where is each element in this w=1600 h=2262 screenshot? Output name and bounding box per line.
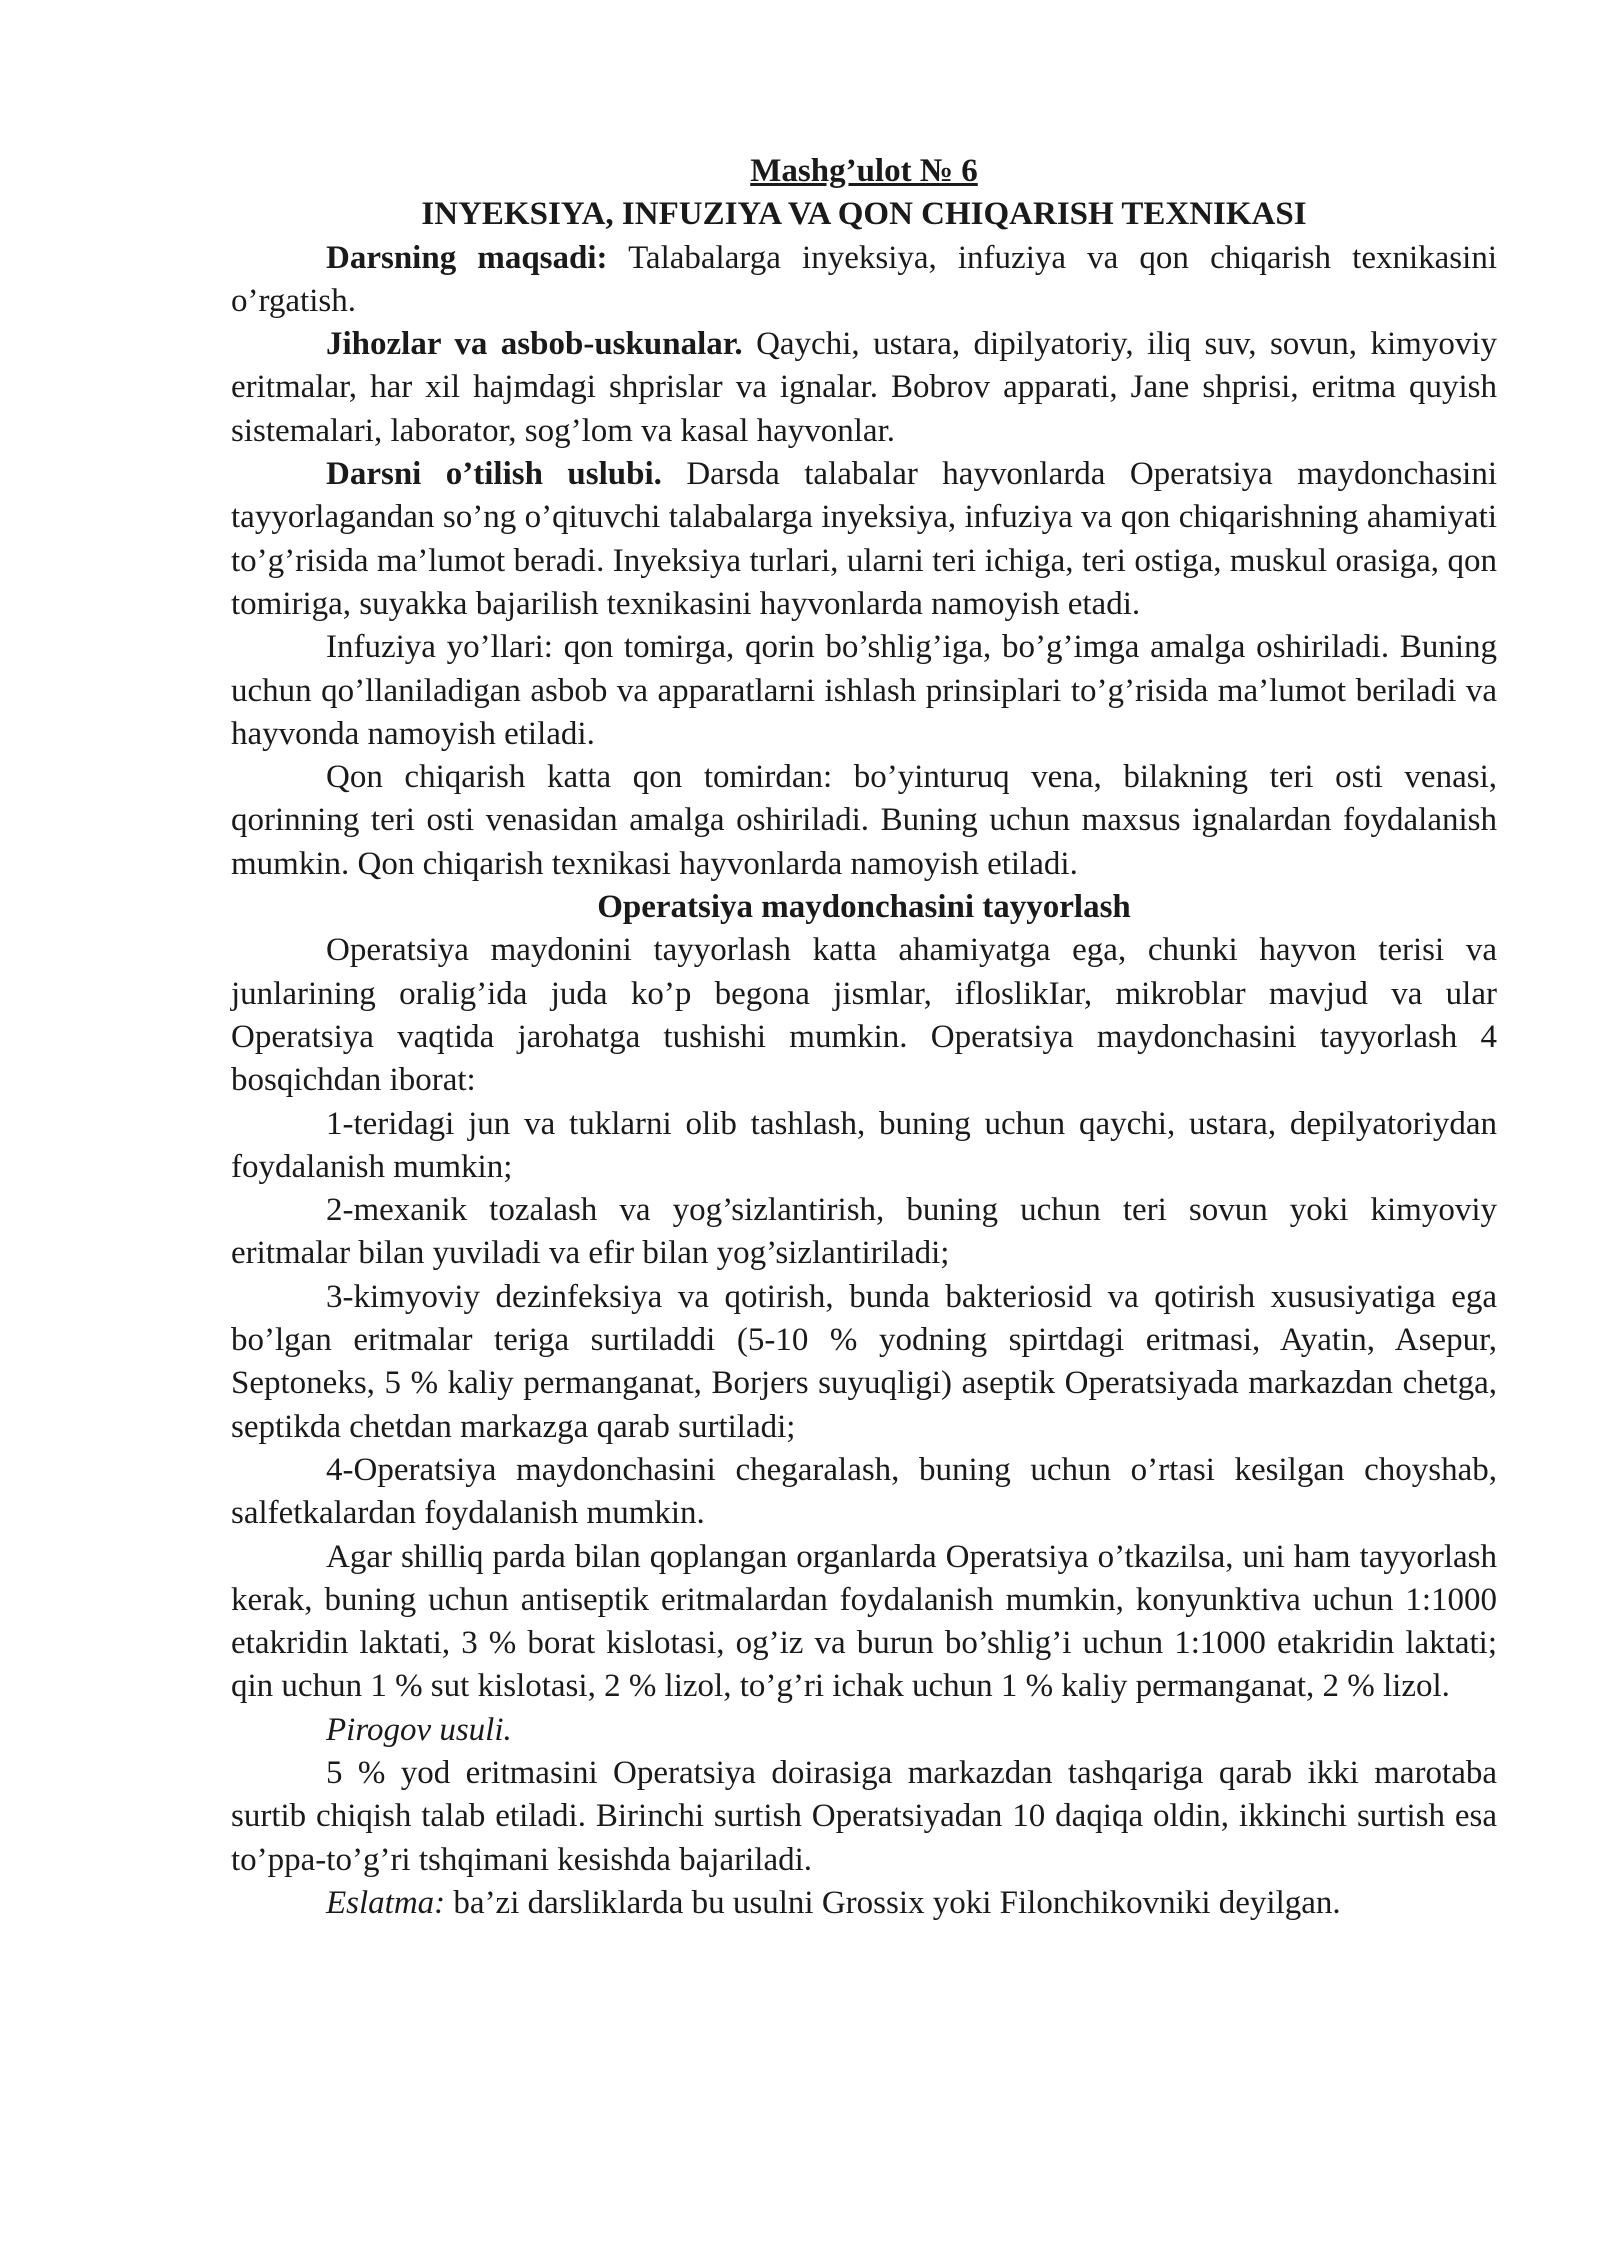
pirogov-heading: Pirogov usuli. (326, 1711, 512, 1748)
paragraph-preparation: Operatsiya maydonini tayyorlash katta ahamiyatga ega, chunki hayvon terisi va junlarining oralig’ida juda ko’p begona jismlar, ifloslikIar, mikroblar mavjud va ular Operatsiya vaqtida jarohatga tushishi mumkin. Operatsiya maydonchasini tayyorlash 4 bosqichdan iborat: (231, 932, 1497, 1099)
paragraph-note (231, 1882, 1497, 1925)
paragraph-bleeding: Qon chiqarish katta qon tomirdan: bo’yinturuq vena, bilakning teri osti venasi, qorinning teri osti venasidan amalga oshiriladi. Buning uchun maxsus ignalardan foydalanish mumkin. Qon chiqarish texnikasi hayvonlarda namoyish etiladi. (231, 759, 1497, 882)
note-text: ba’zi darsliklarda bu usulni Grossix yoki Filonchikovniki deyilgan. (445, 1884, 1341, 1921)
paragraph-infusion: Infuziya yo’llari: qon tomirga, qorin bo’shlig’iga, bo’g’imga amalga oshiriladi. Buning uchun qo’llaniladigan asbob va apparatlarni ishlash prinsiplari to’g’risida ma’lumot beriladi va hayvonda namoyish etiladi. (231, 629, 1497, 752)
goal-text: Talabalarga inyeksiya, infuziya va qon chiqarish texnikasini o’rgatish. (231, 239, 1497, 319)
list-item-step-3: 3-kimyoviy dezinfeksiya va qotirish, bunda bakteriosid va qotirish xususiyatiga ega bo’lgan eritmalar teriga surtiladdi (5-10 % yodning spirtdagi eritmasi, Ayatin, Asepur, Septoneks, 5 % kaliy permanganat, Borjers suyuqligi) aseptik Operatsiyada markazdan chetga, septikda chetdan markazga qarab surtiladi; (231, 1278, 1497, 1445)
lesson-title: Mashg’ulot № 6 (750, 153, 978, 189)
list-item-step-1: 1-teridagi jun va tuklarni olib tashlash, buning uchun qaychi, ustara, depilyatoriydan foydalanish mumkin; (231, 1105, 1497, 1185)
lesson-subtitle: INYEKSIYA, INFUZIYA VA QON CHIQARISH TEXNIKASI (421, 196, 1307, 233)
equipment-text: Qaychi, ustara, dipilyatoriy, iliq suv, sovun, kimyoviy eritmalar, har xil hajmdagi shprislar va ignalar. Bobrov apparati, Jane shprisi, eritma quyish sistemalari, laborator, sog’lom va kasal hayvonlar. (231, 326, 1497, 449)
equipment-lead: Jihozlar va asbob-uskunalar. (326, 326, 743, 363)
paragraph-goal (231, 237, 1497, 324)
method-lead: Darsni o’tilish uslubi. (326, 456, 662, 493)
paragraph-mucosa: Agar shilliq parda bilan qoplangan organlarda Operatsiya o’tkazilsa, uni ham tayyorlash kerak, buning uchun antiseptik eritmalardan foydalanish mumkin, konyunktiva uchun 1:1000 etakridin laktati, 3 % borat kislotasi, og’iz va burun bo’shlig’i uchun 1:1000 etakridin laktati; qin uchun 1 % sut kislotasi, 2 % lizol, to’g’ri ichak uchun 1 % kaliy permanganat, 2 % lizol. (231, 1538, 1497, 1705)
list-item-step-2: 2-mexanik tozalash va yog’sizlantirish, buning uchun teri sovun yoki kimyoviy eritmalar bilan yuviladi va efir bilan yog’sizlantiriladi; (231, 1192, 1497, 1272)
note-lead: Eslatma: (326, 1884, 446, 1921)
method-text: Darsda talabalar hayvonlarda Operatsiya maydonchasini tayyorlagandan so’ng o’qituvchi talabalarga inyeksiya, infuziya va qon chiqarishning ahamiyati to’g’risida ma’lumot beradi. Inyeksiya turlari, ularni teri ichiga, teri ostiga, muskul orasiga, qon tomiriga, suyakka bajarilish texnikasini hayvonlarda namoyish etadi. (231, 456, 1497, 622)
section-heading: Operatsiya maydonchasini tayyorlash (597, 889, 1131, 926)
paragraph-pirogov: 5 % yod eritmasini Operatsiya doirasiga markazdan tashqariga qarab ikki marotaba surtib chiqish talab etiladi. Birinchi surtish Operatsiyadan 10 daqiqa oldin, ikkinchi surtish esa to’ppa-to’g’ri tshqimani kesishda bajariladi. (231, 1754, 1497, 1878)
goal-lead: Darsning maqsadi: (326, 239, 608, 276)
paragraph-method (231, 453, 1497, 626)
paragraph-equipment (231, 323, 1497, 453)
document-page (231, 150, 1497, 1925)
list-item-step-4: 4-Operatsiya maydonchasini chegaralash, buning uchun o’rtasi kesilgan choyshab, salfetkalardan foydalanish mumkin. (231, 1451, 1497, 1532)
